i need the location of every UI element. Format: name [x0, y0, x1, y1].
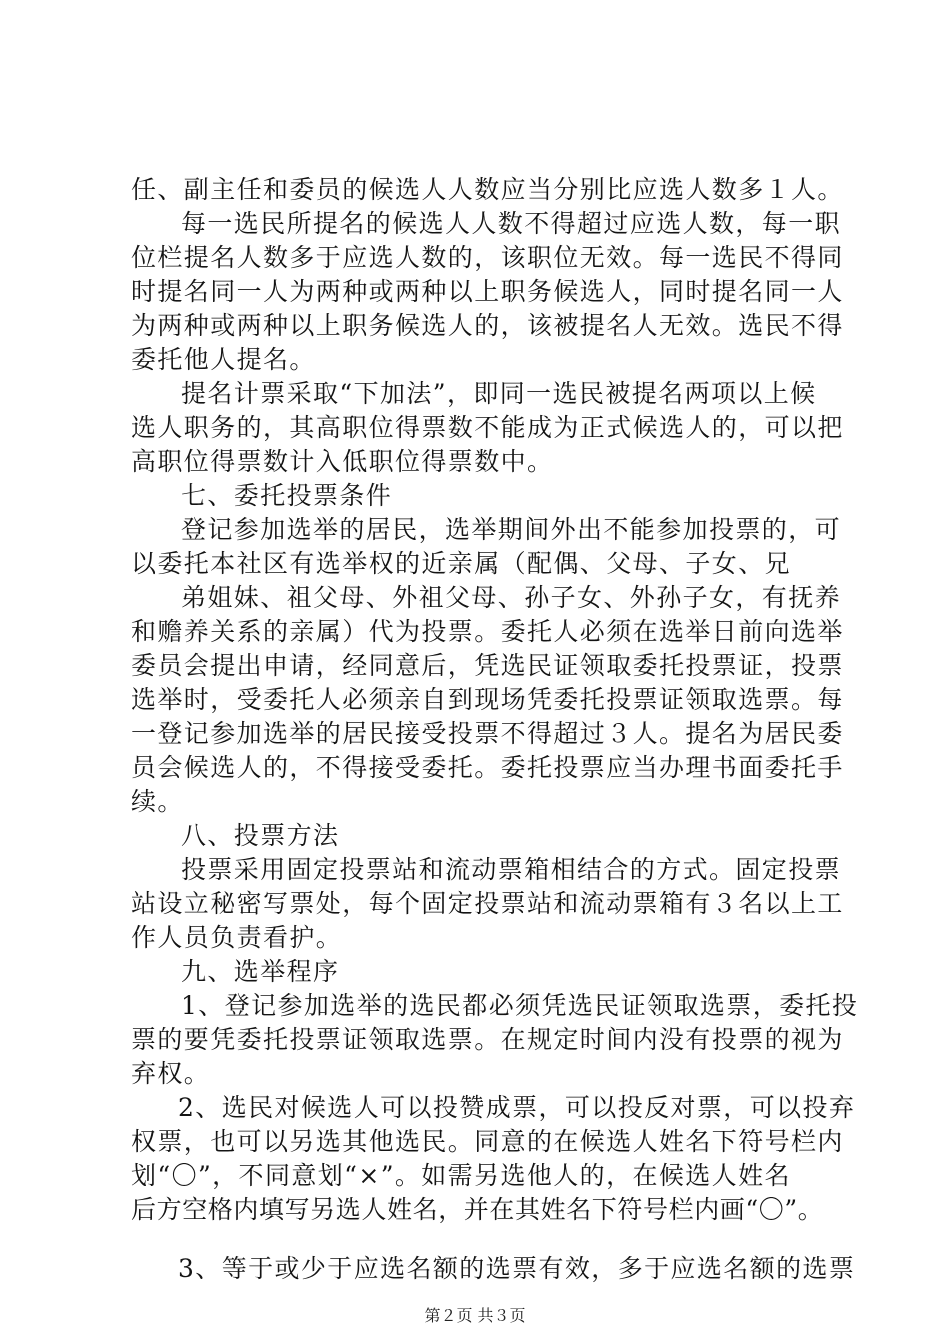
text-line: 2、选民对候选人可以投赞成票，可以投反对票，可以投弃 — [178, 1093, 856, 1122]
item-3-text: 3、等于或少于应选名额的选票有效，多于应选名额的选票 — [178, 1254, 856, 1283]
text-line: 划“〇”，不同意划“×”。如需另选他人的，在候选人姓名 — [131, 1161, 791, 1190]
text-line: 和赡养关系的亲属）代为投票。委托人必须在选举日前向选举 — [131, 617, 844, 646]
text-line: 权票，也可以另选其他选民。同意的在候选人姓名下符号栏内 — [131, 1127, 844, 1156]
section-heading: 九、选举程序 — [181, 957, 340, 986]
text-line: 选举时，受委托人必须亲自到现场凭委托投票证领取选票。每 — [131, 685, 844, 714]
text-line: 委托他人提名。 — [131, 345, 316, 374]
section-heading: 八、投票方法 — [181, 821, 340, 850]
text-line: 每一选民所提名的候选人人数不得超过应选人数，每一职 — [181, 209, 842, 238]
text-line: 任、副主任和委员的候选人人数应当分别比应选人数多１人。 — [131, 175, 844, 204]
text-line: 以委托本社区有选举权的近亲属（配偶、父母、子女、兄 — [131, 549, 792, 578]
text-line: 提名计票采取“下加法”，即同一选民被提名两项以上候 — [181, 379, 817, 408]
text-line: 续。 — [131, 787, 184, 816]
text-line: 位栏提名人数多于应选人数的，该职位无效。每一选民不得同 — [131, 243, 844, 272]
text-line: 员会候选人的，不得接受委托。委托投票应当办理书面委托手 — [131, 753, 844, 782]
text-line: 后方空格内填写另选人姓名，并在其姓名下符号栏内画“〇”。 — [131, 1195, 824, 1224]
text-line: 票的要凭委托投票证领取选票。在规定时间内没有投票的视为 — [131, 1025, 844, 1054]
page-footer: 第２页 共３页 — [424, 1306, 526, 1325]
text-line: 登记参加选举的居民，选举期间外出不能参加投票的，可 — [181, 515, 842, 544]
text-line: 弃权。 — [131, 1059, 211, 1088]
text-line: 站设立秘密写票处，每个固定投票站和流动票箱有３名以上工 — [131, 889, 844, 918]
text-line: 作人员负责看护。 — [131, 923, 343, 952]
text-line: 1、登记参加选举的选民都必须凭选民证领取选票，委托投 — [181, 991, 859, 1020]
text-line: 投票采用固定投票站和流动票箱相结合的方式。固定投票 — [181, 855, 842, 884]
text-line: 为两种或两种以上职务候选人的，该被提名人无效。选民不得 — [131, 311, 844, 340]
text-line: 选人职务的，其高职位得票数不能成为正式候选人的，可以把 — [131, 413, 844, 442]
text-line: 一登记参加选举的居民接受投票不得超过３人。提名为居民委 — [131, 719, 844, 748]
text-line: 时提名同一人为两种或两种以上职务候选人，同时提名同一人 — [131, 277, 844, 306]
text-line: 弟姐妹、祖父母、外祖父母、孙子女、外孙子女，有抚养 — [181, 583, 842, 612]
section-heading: 七、委托投票条件 — [181, 481, 393, 510]
text-line: 委员会提出申请，经同意后，凭选民证领取委托投票证，投票 — [131, 651, 844, 680]
text-line: 高职位得票数计入低职位得票数中。 — [131, 447, 554, 476]
